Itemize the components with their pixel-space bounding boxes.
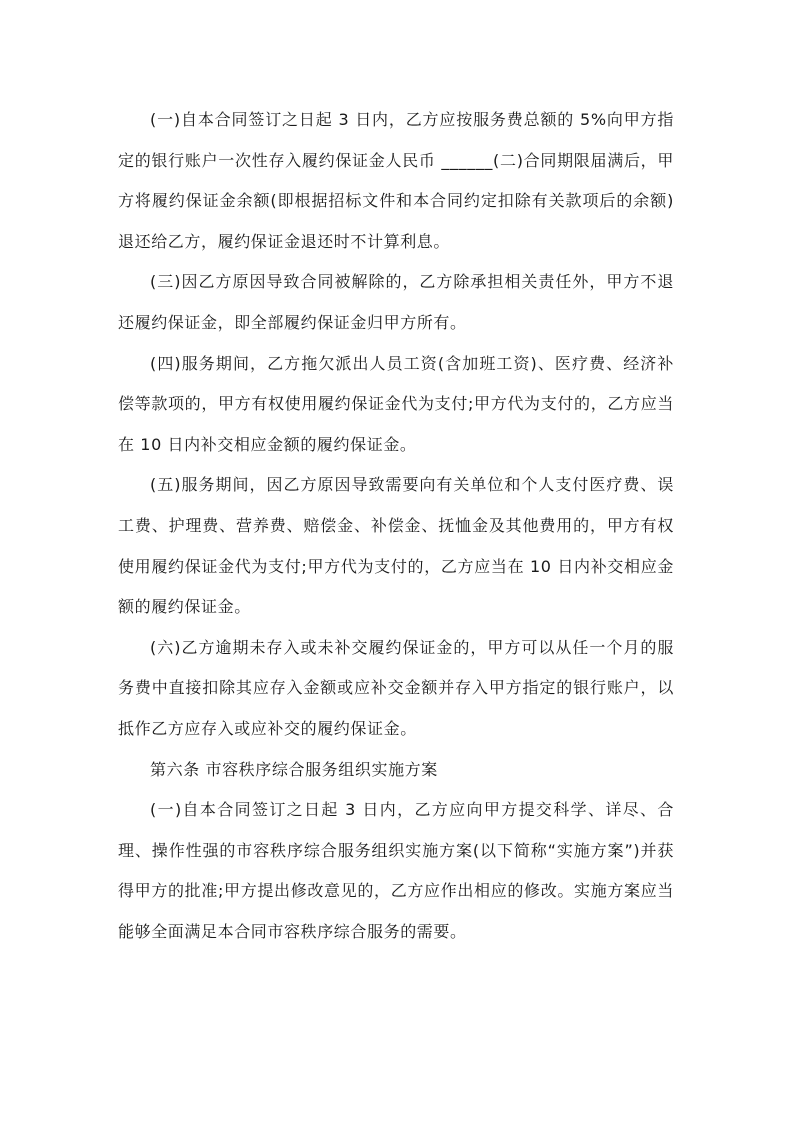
paragraph-overdue-deposit: (六)乙方逾期未存入或未补交履约保证金的，甲方可以从任一个月的服务费中直接扣除其应存入金额或应补交金额并存入甲方指定的银行账户，以抵作乙方应存入或应补交的履约保证金。 — [118, 637, 674, 738]
paragraph-wage-arrears: (四)服务期间，乙方拖欠派出人员工资(含加班工资)、医疗费、经济补偿等款项的，甲方有权使用履约保证金代为支付;甲方代为支付的，乙方应当在 10 日内补交相应金额的履约保证金。 — [118, 353, 674, 454]
paragraph-deposit-payment: (一)自本合同签订之日起 3 日内，乙方应按服务费总额的 5%向甲方指定的银行账户一次性存入履约保证金人民币 ______(二)合同期限届满后，甲方将履约保证金余额(即根据招标文件和本合同约定扣除有关款项后的余额)退还给乙方，履约保证金退还时不计算利息。 — [118, 110, 674, 251]
paragraph-contract-termination: (三)因乙方原因导致合同被解除的，乙方除承担相关责任外，甲方不退还履约保证金，即全部履约保证金归甲方所有。 — [118, 272, 674, 332]
paragraph-implementation-plan: (一)自本合同签订之日起 3 日内，乙方应向甲方提交科学、详尽、合理、操作性强的市容秩序综合服务组织实施方案(以下简称“实施方案”)并获得甲方的批准;甲方提出修改意见的，乙方应作出相应的修改。实施方案应当能够全面满足本合同市容秩序综合服务的需要。 — [118, 800, 674, 941]
section-heading: 第六条 市容秩序综合服务组织实施方案 — [150, 759, 438, 779]
document-page — [118, 100, 674, 952]
paragraph-compensation-costs: (五)服务期间，因乙方原因导致需要向有关单位和个人支付医疗费、误工费、护理费、营养费、赔偿金、补偿金、抚恤金及其他费用的，甲方有权使用履约保证金代为支付;甲方代为支付的，乙方应当在 10 日内补交相应金额的履约保证金。 — [118, 475, 674, 617]
